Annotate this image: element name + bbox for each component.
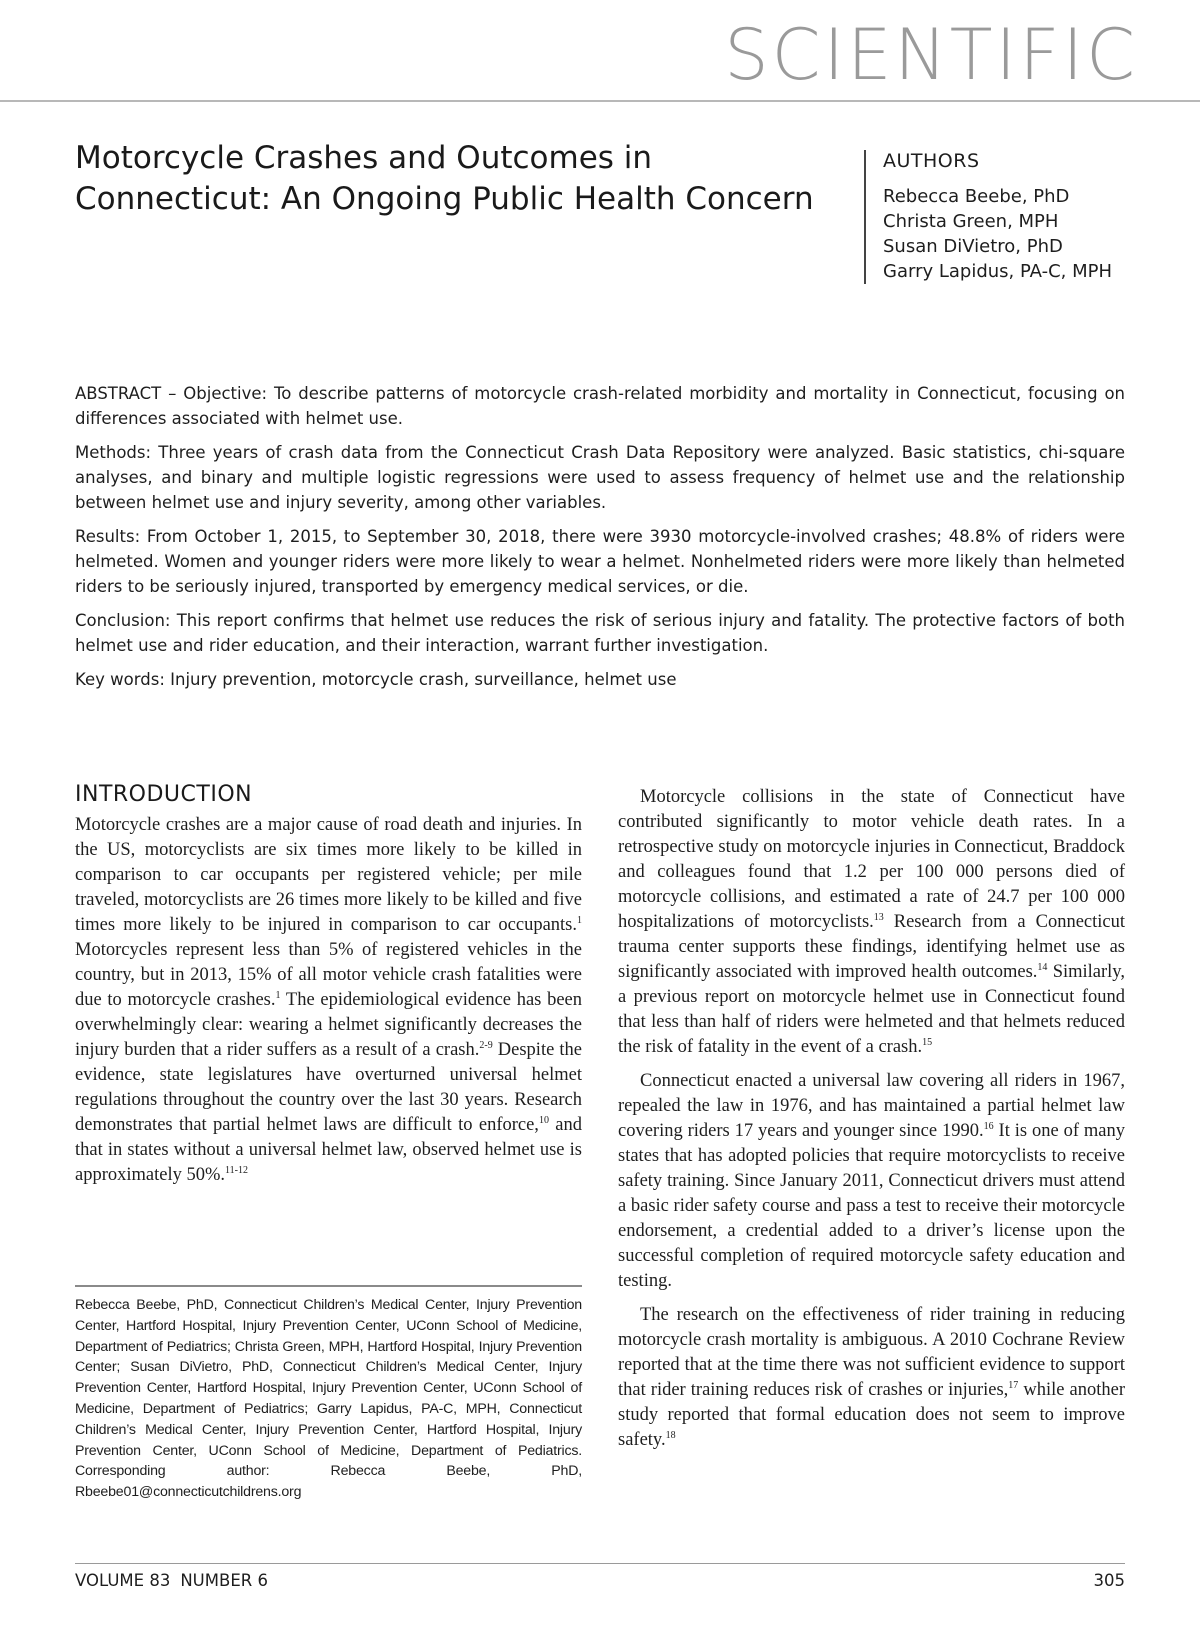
abstract-methods: Methods: Three years of crash data from the Connecticut Crash Data Repository were analyzed. Basic statistics, chi-square analyses, and binary and multiple logistic regressions were used to assess frequency of helmet use and the relationship between helmet use and injury severity, among other variables. [75,443,1125,512]
abstract-results: Results: From October 1, 2015, to September 30, 2018, there were 3930 motorcycle-involved crashes; 48.8% of riders were helmeted. Women and younger riders were more likely to wear a helmet. Nonhelmeted riders were more likely than helmeted riders to be seriously injured, transported by emergency medical services, or die. [75,527,1125,596]
page-number: 305 [1093,1571,1125,1590]
journal-issue-info [75,1571,268,1590]
citation-ref: 17 [1008,1379,1019,1391]
authors-label: AUTHORS [883,150,980,172]
author-name: Susan DiVietro, PhD [883,236,1063,257]
introduction-heading: INTRODUCTION [75,782,253,807]
abstract-objective: ABSTRACT – Objective: To describe patterns of motorcycle crash-related morbidity and mortality in Connecticut, focusing on differences associated with helmet use. [75,384,1125,428]
citation-ref: 10 [538,1114,549,1126]
article-title [75,138,835,220]
footnote-rule [75,1285,582,1287]
right-column [618,785,1125,1453]
title-line-1: Motorcycle Crashes and Outcomes in [75,140,653,176]
author-name: Christa Green, MPH [883,211,1059,232]
citation-ref: 18 [665,1429,676,1441]
author-name: Rebecca Beebe, PhD [883,186,1070,207]
citation-ref: 1 [275,989,281,1001]
citation-ref: 13 [873,911,884,923]
intro-paragraph: Motorcycle crashes are a major cause of road death and injuries. In the US, motorcyclists are six times more likely to be killed in comparison to car occupants per registered vehicle; per mile traveled, motorcyclists are 26 times more likely to be killed and five times more likely to be injured in comparison to car occupants.$^1$ Motorcycles represent less than 5% of registered vehicles in the country, but in 2013, 15% of all motor vehicle crash fatalities were due to motorcycle crashes.$^1$ The epidemiological evidence has been overwhelmingly clear: wearing a helmet significantly decreases the injury burden that a rider suffers as a result of a crash.$^{2-9}$ Despite the evidence, state legislatures have overturned universal helmet regulations throughout the country over the last 30 years. Research demonstrates that partial helmet laws are difficult to enforce,$^{10}$ and that in states without a universal helmet law, observed helmet use is approximately 50%.$^{11-12}$ [75,815,582,1185]
citation-ref: 15 [922,1036,933,1048]
abstract [75,381,1125,701]
citation-ref: 14 [1037,961,1048,973]
section-label: SCIENTIFIC [724,14,1138,96]
volume-label: VOLUME 83 [75,1571,171,1590]
footer-rule [75,1563,1125,1564]
header-rule [0,100,1200,102]
citation-ref: 1 [577,914,582,926]
number-label: NUMBER 6 [180,1571,268,1590]
body-paragraph: The research on the effectiveness of rider training in reducing motorcycle crash mortality is ambiguous. A 2010 Cochrane Review reported that at the time there was not sufficient evidence to support that rider training reduces risk of crashes or injuries,$^{17}$ while another study reported that formal education does not seem to improve safety.$^{18}$ [618,1305,1125,1450]
abstract-conclusion: Conclusion: This report confirms that helmet use reduces the risk of serious injury and fatality. The protective factors of both helmet use and rider education, and their interaction, warrant further investigation. [75,611,1125,655]
left-column [75,782,582,1188]
body-paragraph: Motorcycle collisions in the state of Connecticut have contributed significantly to motor vehicle death rates. In a retrospective study on motorcycle injuries in Connecticut, Braddock and colleagues found that 1.2 per 100 000 persons died of motorcycle collisions, and estimated a rate of 24.7 per 100 000 hospitalizations of motorcyclists.$^{13}$ Research from a Connecticut trauma center supports these findings, identifying helmet use as significantly associated with improved health outcomes.$^{14}$ Similarly, a previous report on motorcycle helmet use in Connecticut found that less than half of riders were helmeted and that helmets reduced the risk of fatality in the event of a crash.$^{15}$ [618,787,1126,1057]
author-affiliations-footnote: Rebecca Beebe, PhD, Connecticut Children’s Medical Center, Injury Prevention Center, Hartford Hospital, Injury Prevention Center, UConn School of Medicine, Department of Pediatrics; Christa Green, MPH, Hartford Hospital, Injury Prevention Center; Susan DiVietro, PhD, Connecticut Children’s Medical Center, Injury Prevention Center, Hartford Hospital, Injury Prevention Center, UConn School of Medicine, Department of Pediatrics; Garry Lapidus, PA-C, MPH, Connecticut Children’s Medical Center, Injury Prevention Center, Hartford Hospital, Injury Prevention Center, UConn School of Medicine, Department of Pediatrics. Corresponding author: Rebecca Beebe, PhD, Rbeebe01@connecticutchildrens.org [75,1297,582,1501]
abstract-keywords: Key words: Injury prevention, motorcycle crash, surveillance, helmet use [75,670,677,689]
authors-block [864,150,1112,284]
author-name: Garry Lapidus, PA-C, MPH [883,261,1113,282]
citation-ref: 16 [983,1120,994,1132]
citation-ref: 2-9 [479,1039,493,1051]
title-line-2: Connecticut: An Ongoing Public Health Concern [75,181,814,217]
body-paragraph: Connecticut enacted a universal law covering all riders in 1967, repealed the law in 1976, and has maintained a partial helmet law covering riders 17 years and younger since 1990.16 It is one of many states that has adopted policies that require motorcyclists to receive safety training. Since January 2011, Connecticut drivers must attend a basic rider safety course and pass a test to receive their motorcycle endorsement, a credential added to a driver’s license upon the successful completion of required motorcycle safety education and testing. [618,1071,1125,1291]
citation-ref: 11-12 [225,1164,248,1176]
